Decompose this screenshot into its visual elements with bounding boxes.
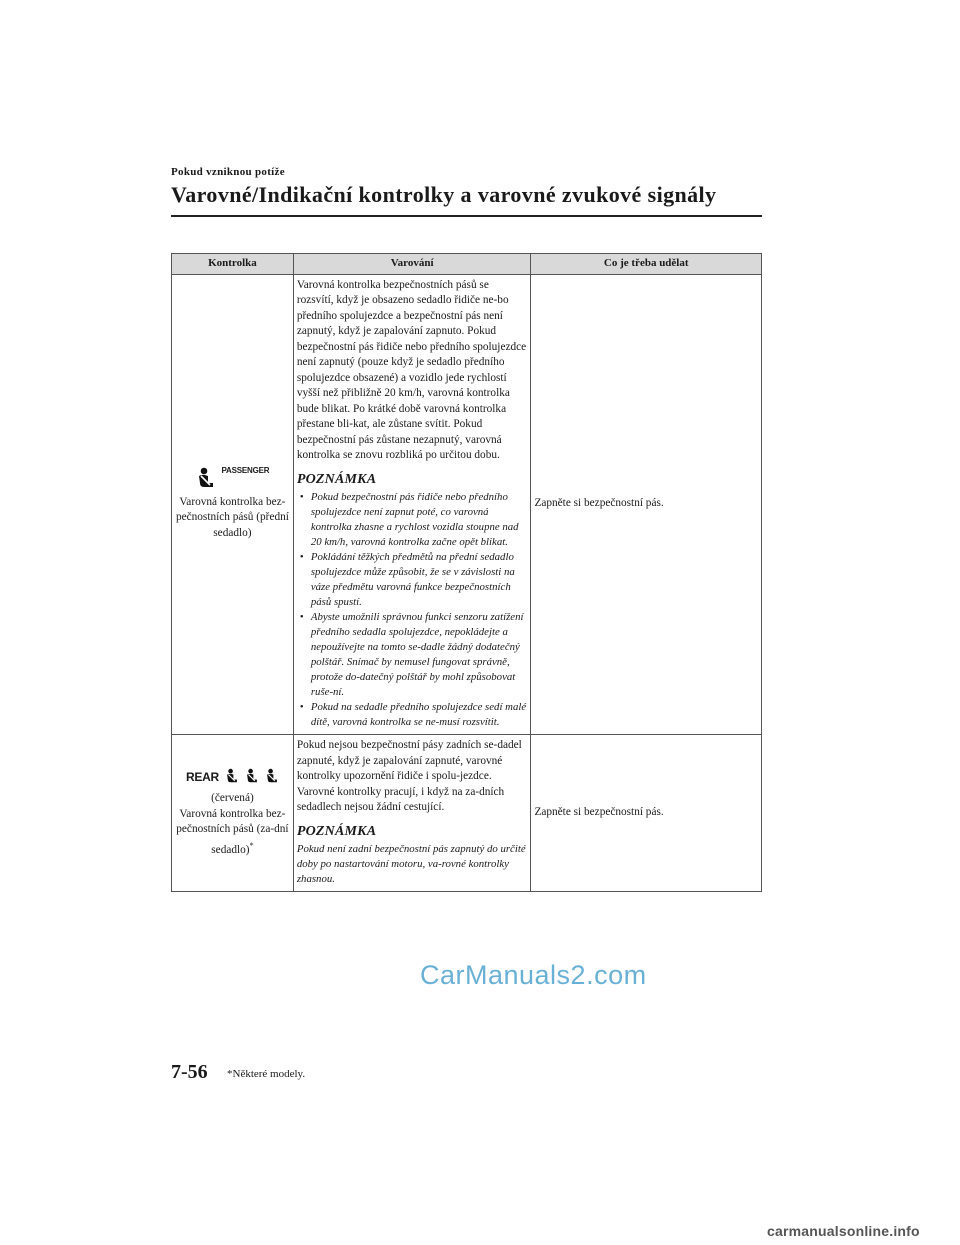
seatbelt-figure-icon bbox=[265, 767, 279, 785]
section-label: Pokud vzniknou potíže bbox=[171, 166, 285, 178]
list-item: • Pokud na sedadle předního spolujezdce sedí malé dítě, varovná kontrolka se ne-musí rozsvítit. bbox=[299, 701, 527, 728]
table-header-row bbox=[172, 254, 762, 275]
note-title: POZNÁMKA bbox=[296, 471, 377, 487]
lamp-description: Varovná kontrolka bez-pečnostních pásů (za-dní sedadlo)* bbox=[176, 807, 289, 856]
list-item: • Pokud bezpečnostní pás řidiče nebo předního spolujezdce není zapnut poté, co varovná kontrolka zhasne a rychlost vozidla stoupne nad 20 km/h, varovná kontrolka začne opět blikat. bbox=[299, 491, 519, 548]
warning-text: Pokud nejsou bezpečnostní pásy zadních se-dadel zapnuté, když je zapalování zapnuté, varovné kontrolky upozornění řidiče i spolu-jezdce. Varovné kontrolky pracují, i když na za-dních sedadlech nejsou žádní cestující. bbox=[296, 739, 522, 813]
footnote-mark: * bbox=[249, 840, 254, 850]
warning-text: Varovná kontrolka bezpečnostních pásů se rozsvítí, když je obsazeno sedadlo řidiče ne-bo předního spolujezdce a bezpečnostní pás není zapnutý, když je zapalování zapnuto. Pokud bezpečnostní pás řidiče nebo předního spolujezdce není zapnutý (pouze když je sedadlo předního spolujezdce obsazené) a vozidlo jede rychlostí vyšší než přibližně 20 km/h, varovná kontrolka bude blikat. Po krátké době varovná kontrolka přestane bli-kat, ale zůstane svítit. Pokud bezpečnostní pás zůstane nezapnutý, varovná kontrolka se znovu rozbliká po určitou dobu. bbox=[296, 278, 527, 461]
site-watermark: carmanualsonline.info bbox=[767, 1223, 920, 1239]
table-row bbox=[172, 274, 762, 735]
list-item: • Pokládání těžkých předmětů na přední sedadlo spolujezdce může způsobit, že se v závislosti na váze předmětu varovná funkce bezpečnostních pásů spustí. bbox=[299, 551, 515, 608]
seatbelt-figure-icon bbox=[196, 467, 216, 489]
lamp-description: Varovná kontrolka bez-pečnostních pásů (přední sedadlo) bbox=[175, 495, 289, 539]
page-number: 7-56 bbox=[171, 1061, 208, 1083]
title-rule bbox=[171, 215, 762, 217]
lamp-cell bbox=[172, 735, 294, 892]
column-header-action: Co je třeba udělat bbox=[531, 254, 762, 275]
passenger-label: PASSENGER bbox=[221, 466, 270, 475]
action-cell: Zapněte si bezpečnostní pás. bbox=[531, 274, 762, 735]
table-row bbox=[172, 735, 762, 892]
warning-cell bbox=[293, 274, 531, 735]
note-title: POZNÁMKA bbox=[296, 823, 377, 839]
page-title: Varovné/Indikační kontrolky a varovné zvukové signály bbox=[171, 182, 717, 207]
footnote: *Některé modely. bbox=[227, 1068, 306, 1080]
seatbelt-passenger-icon bbox=[175, 467, 290, 489]
seatbelt-figure-icon bbox=[225, 767, 239, 785]
rear-label: REAR bbox=[186, 769, 219, 784]
note-text: Pokud není zadní bezpečnostní pás zapnutý do určité doby po nastartování motoru, va-rovné kontrolky zhasnou. bbox=[296, 843, 526, 885]
action-cell: Zapněte si bezpečnostní pás. bbox=[531, 735, 762, 892]
column-header-warning: Varování bbox=[293, 254, 531, 275]
note-list bbox=[297, 490, 528, 730]
warning-cell bbox=[293, 735, 531, 892]
lamp-cell bbox=[172, 274, 294, 735]
column-header-lamp: Kontrolka bbox=[172, 254, 294, 275]
seatbelt-figure-icon bbox=[245, 767, 259, 785]
warning-lights-table bbox=[171, 253, 762, 892]
lamp-color: (červená) bbox=[211, 792, 254, 805]
watermark-logo: CarManuals2.com bbox=[420, 960, 647, 990]
seatbelt-rear-icon bbox=[175, 767, 290, 785]
list-item: • Abyste umožnili správnou funkci senzoru zatížení předního sedadla spolujezdce, nepokládejte a nepoužívejte na tomto se-dadle žádný dodatečný polštář. Snímač by nemusel fungovat správně, protože do-datečný polštář by mohl způsobovat ruše-ní. bbox=[299, 611, 524, 698]
